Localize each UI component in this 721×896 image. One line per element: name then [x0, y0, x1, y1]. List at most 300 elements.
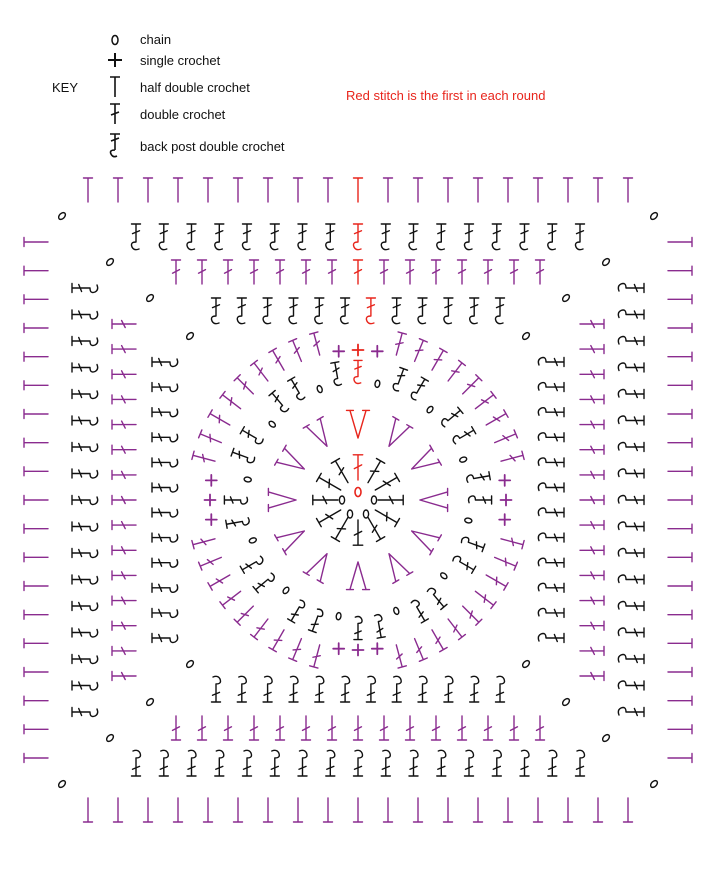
hdc-stitch — [204, 178, 213, 202]
v-stitch — [275, 521, 310, 555]
hdc-stitch — [354, 178, 363, 202]
bpdc-stitch — [366, 676, 375, 702]
hdc-stitch — [668, 238, 692, 247]
hdc-stitch — [24, 266, 48, 275]
dc-stitch — [493, 430, 517, 447]
bpdc-stitch — [538, 608, 564, 617]
chain-stitch — [57, 779, 66, 788]
bpdc-stitch — [152, 458, 178, 467]
dc-stitch — [208, 571, 232, 590]
hdc-stitch — [668, 324, 692, 333]
bpdc-stitch — [72, 628, 98, 637]
center-chain — [371, 496, 376, 504]
hdc-stitch — [114, 798, 123, 822]
chain-stitch — [105, 733, 114, 742]
bpdc-stitch — [538, 558, 564, 567]
hdc-stitch — [24, 696, 48, 705]
hdc-stitch — [294, 178, 303, 202]
hdc-stitch — [24, 295, 48, 304]
dc-stitch — [192, 535, 216, 549]
hdc-stitch — [24, 524, 48, 533]
bpdc-stitch — [326, 224, 335, 250]
bpdc-stitch — [315, 676, 324, 702]
dc-stitch — [458, 260, 467, 284]
bpdc-stitch — [159, 750, 168, 776]
bpdc-stitch — [152, 583, 178, 592]
bpdc-stitch — [270, 224, 279, 250]
dc-stitch — [510, 260, 519, 284]
bpdc-stitch — [618, 469, 644, 478]
chain-stitch — [521, 659, 530, 668]
dc-stitch — [580, 672, 604, 681]
chain-stitch — [649, 779, 658, 788]
bpdc-stitch — [298, 750, 307, 776]
bpdc-stitch — [132, 750, 141, 776]
key-title: KEY — [52, 80, 79, 95]
chain-stitch — [561, 293, 570, 302]
bpdc-stitch — [452, 555, 476, 574]
v-stitch — [347, 562, 370, 590]
bpdc-stitch — [465, 750, 474, 776]
dc-stitch — [251, 360, 272, 383]
bpdc-stitch — [418, 676, 427, 702]
bpdc-stitch — [215, 224, 224, 250]
hdc-stitch — [144, 798, 153, 822]
dc-stitch — [432, 716, 441, 740]
bpdc-stitch — [538, 508, 564, 517]
key-label-half-double-crochet: half double crochet — [140, 79, 250, 95]
bpdc-stitch — [618, 549, 644, 558]
bpdc-stitch — [618, 496, 644, 505]
dc-stitch — [269, 348, 288, 372]
bpdc-stitch — [440, 407, 463, 428]
hdc-stitch — [234, 178, 243, 202]
dc-stitch — [536, 260, 545, 284]
hdc-stitch — [668, 352, 692, 361]
dc-stitch — [302, 260, 311, 284]
bpdc-stitch — [444, 298, 453, 324]
dc-stitch — [112, 596, 136, 605]
bpdc-stitch — [618, 310, 644, 319]
sc-stitch — [499, 514, 510, 525]
dc-stitch — [331, 459, 352, 486]
chain-stitch — [336, 612, 342, 620]
hdc-stitch — [504, 798, 513, 822]
dc-stitch — [580, 571, 604, 580]
dc-stitch — [112, 621, 136, 630]
dc-stitch — [224, 260, 233, 284]
dc-stitch — [220, 391, 243, 412]
hdc-stitch — [444, 178, 453, 202]
hdc-stitch — [504, 178, 513, 202]
bpdc-stitch — [618, 602, 644, 611]
bpdc-stitch — [72, 681, 98, 690]
bpdc-stitch — [466, 472, 490, 484]
hdc-stitch — [668, 610, 692, 619]
chain-stitch — [268, 420, 277, 428]
bpdc-stitch — [212, 676, 221, 702]
bpdc-stitch — [263, 676, 272, 702]
bpdc-stitch — [618, 390, 644, 399]
dc-stitch — [112, 420, 136, 429]
bpdc-stitch — [253, 572, 276, 593]
bpdc-stitch — [72, 416, 98, 425]
hdc-stitch — [24, 639, 48, 648]
dc-stitch — [484, 716, 493, 740]
chain-stitch — [244, 477, 252, 483]
hdc-stitch — [668, 754, 692, 763]
dc-stitch — [580, 646, 604, 655]
hdc-stitch — [668, 438, 692, 447]
dc-stitch — [406, 260, 415, 284]
dc-stitch — [380, 716, 389, 740]
dc-stitch — [302, 716, 311, 740]
hdc-stitch — [474, 798, 483, 822]
sc-stitch — [206, 475, 217, 486]
dc-stitch — [445, 616, 466, 639]
dc-stitch — [460, 375, 482, 397]
dc-stitch — [493, 553, 517, 570]
dc-stitch — [460, 603, 482, 625]
dc-stitch — [510, 716, 519, 740]
chain-stitch — [282, 586, 290, 595]
bpdc-stitch — [341, 676, 350, 702]
bpdc-stitch — [331, 362, 343, 386]
dc-stitch — [353, 455, 362, 480]
v-stitch — [303, 417, 337, 452]
sc-stitch — [372, 346, 383, 357]
sc-stitch — [333, 643, 344, 654]
chain-oval-icon — [100, 29, 130, 49]
bpdc-stitch — [354, 224, 363, 250]
hdc-stitch — [24, 725, 48, 734]
bpdc-stitch — [152, 608, 178, 617]
dc-stitch — [411, 637, 428, 661]
t-bar-icon — [100, 76, 130, 98]
dc-stitch — [112, 320, 136, 329]
bpdc-stitch — [72, 443, 98, 452]
key-label-back-post-double-crochet: back post double crochet — [140, 138, 285, 154]
dc-stitch — [580, 395, 604, 404]
bpdc-stitch — [269, 390, 290, 413]
bpdc-stitch — [496, 298, 505, 324]
bpdc-stitch — [187, 750, 196, 776]
dc-stitch — [328, 260, 337, 284]
dc-stitch — [580, 470, 604, 479]
bpdc-stitch — [315, 298, 324, 324]
hdc-stitch — [234, 798, 243, 822]
bpdc-stitch — [538, 583, 564, 592]
bpdc-stitch — [618, 363, 644, 372]
hdc-stitch — [24, 410, 48, 419]
hdc-stitch — [354, 798, 363, 822]
v-stitch — [406, 445, 441, 479]
bpdc-stitch — [152, 383, 178, 392]
key-row-back-post-double-crochet — [100, 135, 285, 157]
bpdc-stitch — [410, 599, 429, 623]
hdc-stitch — [24, 238, 48, 247]
sc-stitch — [372, 643, 383, 654]
key-label-double-crochet: double crochet — [140, 106, 226, 122]
bpdc-stitch — [152, 533, 178, 542]
bpdc-stitch — [538, 533, 564, 542]
dc-stitch — [536, 716, 545, 740]
bpdc-stitch — [548, 750, 557, 776]
bpdc-stitch — [243, 750, 252, 776]
chain-stitch — [601, 733, 610, 742]
dc-stitch — [354, 716, 363, 740]
bpdc-stitch — [152, 358, 178, 367]
bpdc-stitch — [618, 522, 644, 531]
dc-stitch — [364, 459, 385, 486]
dc-stitch — [484, 410, 508, 429]
dc-stitch — [473, 588, 496, 609]
dc-stitch — [580, 345, 604, 354]
dc-stitch — [234, 375, 256, 397]
bpdc-stitch — [215, 750, 224, 776]
bpdc-stitch — [289, 676, 298, 702]
dc-stitch — [580, 370, 604, 379]
bpdc-stitch — [520, 224, 529, 250]
bpdc-stitch — [469, 496, 492, 504]
dc-stitch — [580, 521, 604, 530]
t-bar-slash-icon — [100, 103, 130, 125]
bpdc-stitch — [618, 708, 644, 717]
bpdc-stitch — [72, 496, 98, 505]
bpdc-stitch — [288, 599, 307, 623]
dc-stitch — [580, 596, 604, 605]
dc-stitch — [373, 506, 400, 527]
dc-stitch — [580, 445, 604, 454]
sc-stitch — [205, 495, 216, 506]
dc-stitch — [354, 260, 363, 284]
dc-stitch — [580, 320, 604, 329]
bpdc-stitch — [548, 224, 557, 250]
v-stitch — [347, 410, 370, 438]
hdc-stitch — [84, 178, 93, 202]
hdc-stitch — [668, 725, 692, 734]
sc-stitch — [206, 514, 217, 525]
dc-stitch — [289, 637, 306, 661]
dc-stitch — [269, 628, 288, 652]
hdc-stitch — [668, 295, 692, 304]
chain-stitch — [316, 385, 323, 393]
chain-stitch — [185, 659, 194, 668]
hdc-stitch — [564, 798, 573, 822]
hdc-stitch — [624, 178, 633, 202]
hdc-stitch — [444, 798, 453, 822]
dc-stitch — [172, 260, 181, 284]
bpdc-stitch — [240, 427, 264, 446]
bpdc-stitch — [437, 750, 446, 776]
bpdc-stitch — [381, 224, 390, 250]
dc-stitch — [199, 430, 223, 447]
dc-stitch — [289, 339, 306, 363]
hdc-stitch — [668, 696, 692, 705]
hdc-stitch — [24, 610, 48, 619]
bpdc-stitch — [72, 284, 98, 293]
bpdc-stitch — [538, 408, 564, 417]
dc-stitch — [500, 535, 524, 549]
hdc-stitch — [24, 754, 48, 763]
bpdc-stitch — [410, 377, 429, 401]
hdc-stitch — [384, 178, 393, 202]
chain-stitch — [145, 293, 154, 302]
hdc-stitch — [324, 178, 333, 202]
chain-stitch — [393, 607, 400, 615]
bpdc-stitch — [152, 634, 178, 643]
hdc-stitch — [24, 467, 48, 476]
hdc-stitch — [174, 178, 183, 202]
bpdc-stitch — [426, 587, 447, 610]
bpdc-stitch — [392, 298, 401, 324]
bpdc-stitch — [152, 483, 178, 492]
dc-stitch — [317, 473, 344, 494]
dc-stitch — [112, 672, 136, 681]
hdc-stitch — [24, 496, 48, 505]
hdc-stitch — [668, 524, 692, 533]
sc-stitch — [333, 346, 344, 357]
v-stitch — [268, 489, 296, 512]
hdc-stitch — [668, 496, 692, 505]
dc-stitch — [406, 716, 415, 740]
chain-stitch — [440, 572, 449, 580]
hdc-stitch — [624, 798, 633, 822]
bpdc-stitch — [263, 298, 272, 324]
dc-stitch — [220, 588, 243, 609]
start-chain-red — [355, 488, 361, 497]
bpdc-stitch — [538, 383, 564, 392]
v-stitch — [303, 548, 337, 583]
hdc-stitch — [24, 553, 48, 562]
hdc-stitch — [668, 668, 692, 677]
center-chain — [339, 496, 344, 504]
bpdc-stitch — [231, 448, 255, 464]
hdc-stitch — [24, 438, 48, 447]
dc-stitch — [458, 716, 467, 740]
dc-stitch — [500, 451, 524, 465]
sc-stitch — [353, 345, 364, 356]
hdc-stitch — [534, 178, 543, 202]
hdc-stitch — [594, 798, 603, 822]
bpdc-stitch — [152, 433, 178, 442]
bpdc-stitch — [326, 750, 335, 776]
bpdc-stitch — [381, 750, 390, 776]
bpdc-stitch — [243, 224, 252, 250]
hooked-t-icon — [100, 133, 130, 159]
dc-stitch — [392, 644, 406, 668]
dc-stitch — [580, 420, 604, 429]
hdc-stitch — [24, 352, 48, 361]
bpdc-stitch — [373, 614, 385, 638]
bpdc-stitch — [288, 377, 307, 401]
bpdc-stitch — [152, 508, 178, 517]
bpdc-stitch — [72, 575, 98, 584]
bpdc-stitch — [159, 224, 168, 250]
bpdc-stitch — [470, 676, 479, 702]
bpdc-stitch — [538, 458, 564, 467]
bpdc-stitch — [72, 363, 98, 372]
bpdc-stitch — [538, 433, 564, 442]
dc-stitch — [580, 621, 604, 630]
hdc-stitch — [668, 410, 692, 419]
hdc-stitch — [594, 178, 603, 202]
bpdc-stitch — [152, 408, 178, 417]
hdc-stitch — [84, 798, 93, 822]
bpdc-stitch — [576, 224, 585, 250]
bpdc-stitch — [492, 224, 501, 250]
bpdc-stitch — [72, 549, 98, 558]
hdc-stitch — [24, 381, 48, 390]
hdc-stitch — [204, 798, 213, 822]
dc-stitch — [112, 395, 136, 404]
bpdc-stitch — [618, 416, 644, 425]
bpdc-stitch — [298, 224, 307, 250]
bpdc-stitch — [496, 676, 505, 702]
bpdc-stitch — [538, 634, 564, 643]
dc-stitch — [199, 553, 223, 570]
hdc-stitch — [474, 178, 483, 202]
sc-stitch — [499, 475, 510, 486]
hdc-stitch — [144, 178, 153, 202]
hdc-stitch — [534, 798, 543, 822]
bpdc-stitch — [618, 284, 644, 293]
dc-stitch — [317, 506, 344, 527]
dc-stitch — [373, 473, 400, 494]
dc-stitch — [473, 391, 496, 412]
chain-stitch — [521, 331, 530, 340]
bpdc-stitch — [418, 298, 427, 324]
bpdc-stitch — [538, 358, 564, 367]
chain-stitch — [374, 380, 380, 388]
bpdc-stitch — [72, 655, 98, 664]
dc-stitch — [392, 332, 406, 356]
dc-stitch — [313, 495, 338, 504]
dc-stitch — [234, 603, 256, 625]
bpdc-stitch — [520, 750, 529, 776]
dc-stitch — [192, 451, 216, 465]
hdc-stitch — [24, 324, 48, 333]
dc-stitch — [310, 332, 324, 356]
hdc-stitch — [668, 381, 692, 390]
bpdc-stitch — [392, 367, 408, 391]
sc-stitch — [353, 645, 364, 656]
dc-stitch — [380, 260, 389, 284]
hdc-stitch — [264, 798, 273, 822]
chain-stitch — [464, 518, 472, 524]
bpdc-stitch — [460, 536, 484, 552]
bpdc-stitch — [224, 496, 247, 504]
bpdc-stitch — [72, 337, 98, 346]
dc-stitch — [484, 260, 493, 284]
dc-stitch — [364, 515, 385, 542]
hdc-stitch — [384, 798, 393, 822]
bpdc-stitch — [237, 298, 246, 324]
dc-stitch — [328, 716, 337, 740]
hdc-stitch — [264, 178, 273, 202]
bpdc-stitch — [72, 708, 98, 717]
chain-stitch — [649, 211, 658, 220]
key-label-single-crochet: single crochet — [140, 52, 221, 68]
sc-stitch — [501, 495, 512, 506]
dc-stitch — [250, 716, 259, 740]
dc-stitch — [428, 348, 447, 372]
bpdc-stitch — [72, 602, 98, 611]
chain-stitch — [185, 331, 194, 340]
bpdc-stitch — [354, 360, 362, 383]
dc-stitch — [580, 546, 604, 555]
bpdc-stitch — [270, 750, 279, 776]
